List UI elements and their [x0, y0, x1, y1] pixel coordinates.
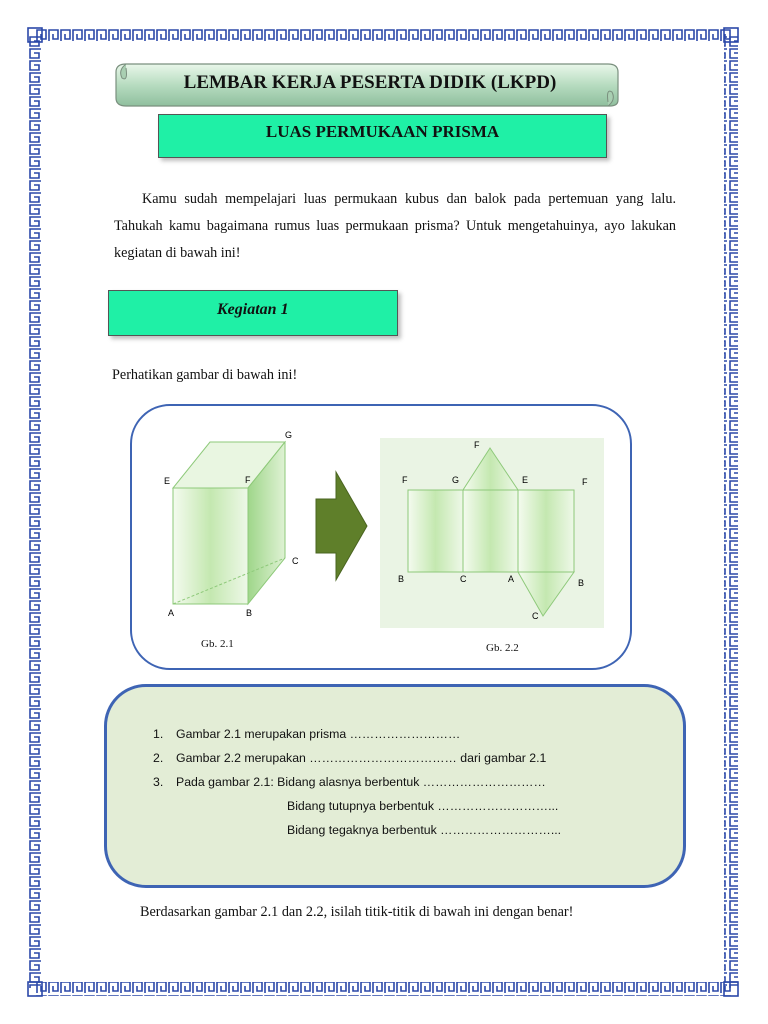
intro-paragraph: Kamu sudah mempelajari luas permukaan kubus dan balok pada pertemuan yang lalu. Tahukah kamu bagaimana rumus luas permukaan prisma? Untuk mengetahuinya, ayo lakukan kegiatan di bawah ini!: [114, 191, 676, 261]
question-item-2: 2. Gambar 2.2 merupakan ……………………………… dari gambar 2.1: [153, 751, 547, 765]
question-list: [153, 722, 546, 794]
net-label-f-left: F: [402, 475, 408, 485]
vertex-label-a: A: [168, 608, 175, 618]
instruction-text: Perhatikan gambar di bawah ini!: [112, 367, 298, 383]
activity-label: Kegiatan 1: [108, 290, 398, 336]
net-label-f-apex: F: [474, 440, 480, 450]
question-3-side-face: Bidang tegaknya berbentuk ………………………...: [287, 823, 562, 837]
net-label-a: A: [508, 574, 515, 584]
vertex-label-f: F: [245, 475, 251, 485]
question-item-3: 3. Pada gambar 2.1: Bidang alasnya berbentuk …………………………: [153, 775, 546, 789]
vertex-label-b: B: [246, 608, 253, 618]
question-item-1: 1. Gambar 2.1 merupakan prisma ………………………: [153, 727, 461, 741]
net-label-f-right: F: [582, 477, 588, 487]
net-label-g: G: [452, 475, 460, 485]
arrow-right-icon: [316, 472, 367, 580]
net-label-e: E: [522, 475, 529, 485]
question-text-1: Gambar 2.1 merupakan prisma ………………………: [176, 727, 461, 741]
vertex-label-e: E: [164, 476, 171, 486]
question-text-2: Gambar 2.2 merupakan ……………………………… dari gambar 2.1: [176, 751, 547, 765]
vertex-label-c: C: [292, 556, 299, 566]
net-label-c-apex: C: [532, 611, 539, 621]
topic-title: LUAS PERMUKAAN PRISMA: [158, 114, 607, 158]
page-title: LEMBAR KERJA PESERTA DIDIK (LKPD): [183, 72, 557, 93]
question-3-top-face: Bidang tutupnya berbentuk ………………………...: [287, 799, 559, 813]
question-text-3: Pada gambar 2.1: Bidang alasnya berbentuk …………………………: [176, 775, 546, 789]
prism-net-drawing: [380, 438, 604, 628]
net-label-b-left: B: [398, 574, 405, 584]
net-label-b-right: B: [578, 578, 585, 588]
closing-instruction: Berdasarkan gambar 2.1 dan 2.2, isilah titik-titik di bawah ini dengan benar!: [140, 904, 574, 920]
vertex-label-g: G: [285, 430, 293, 440]
net-label-c: C: [460, 574, 467, 584]
figure-caption-prism: Gb. 2.1: [201, 638, 234, 650]
figure-caption-net: Gb. 2.2: [486, 642, 519, 654]
prism-figures: [130, 404, 632, 670]
prism-drawing: [164, 430, 299, 618]
